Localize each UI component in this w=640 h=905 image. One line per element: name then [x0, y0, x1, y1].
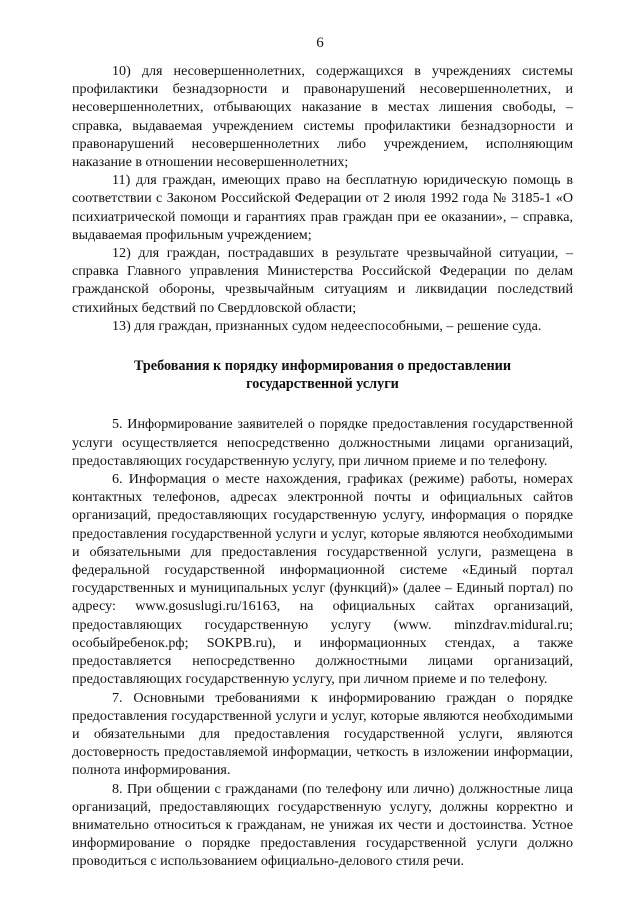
- list-item-12: 12) для граждан, пострадавших в результате чрезвычайной ситуации, – справка Главного управления Министерства Российской Федерации по делам гражданской обороны, чрезвычайным ситуациям и ликвидации последствий стихийных бедствий по Свердловской области;: [72, 245, 573, 316]
- page-number: 6: [316, 35, 324, 51]
- list-item-13: 13) для граждан, признанных судом недееспособными, – решение суда.: [112, 317, 542, 334]
- paragraph-7: 7. Основными требованиями к информированию граждан о порядке предоставления государственной услуги и услуг, которые являются необходимыми и обязательными для предоставления государственной услуги, являются достоверность предоставляемой информации, четкость в изложении информации, полнота информирования.: [72, 689, 573, 779]
- paragraph-6: 6. Информация о месте нахождения, графиках (режиме) работы, номерах контактных телефонов, адресах электронной почты и официальных сайтов организаций, предоставляющих государственную услугу, информация о порядке предоставления государственной услуги и услуг, которые являются необходимыми и обязательными для предоставления государственной услуги, размещена в федеральной государственной информационной системе «Единый портал государственных и муниципальных услуг (функций)» (далее – Единый портал) по адресу: www.gosuslugi.ru/16163, на официальных сайтах организаций, предоставляющих государственную услугу (www. minzdrav.midural.ru; особыйребенок.рф; SOKPB.ru), и информационных стендах, а также предоставляется непосредственно должностными лицами организаций, предоставляющих государственную услугу, при личном приеме и по телефону.: [72, 471, 573, 688]
- section-heading: Требования к порядку информирования о предоставлении государственной услуги: [133, 358, 512, 393]
- list-item-11: 11) для граждан, имеющих право на бесплатную юридическую помощь в соответствии с Законом Российской Федерации от 2 июля 1992 года № 3185-1 «О психиатрической помощи и гарантиях прав граждан при ее оказании», – справка, выдаваемая профильным учреждением;: [72, 172, 573, 243]
- list-item-10: 10) для несовершеннолетних, содержащихся в учреждениях системы профилактики безнадзорности и правонарушений несовершеннолетних, и несовершеннолетних, отбывающих наказание в местах лишения свободы, – справка, выдаваемая учреждением системы профилактики безнадзорности и правонарушений несовершеннолетних либо учреждением, исполняющим наказание в отношении несовершеннолетних;: [72, 63, 573, 171]
- page-content: [72, 62, 573, 871]
- paragraph-5: 5. Информирование заявителей о порядке предоставления государственной услуги осуществляется непосредственно должностными лицами организаций, предоставляющих государственную услугу, при личном приеме и по телефону.: [72, 416, 573, 469]
- paragraph-8: 8. При общении с гражданами (по телефону или лично) должностные лица организаций, предоставляющих государственную услугу, должны корректно и внимательно относиться к гражданам, не унижая их чести и достоинства. Устное информирование о порядке предоставления государственной услуги должно проводиться с использованием официально-делового стиля речи.: [72, 780, 573, 870]
